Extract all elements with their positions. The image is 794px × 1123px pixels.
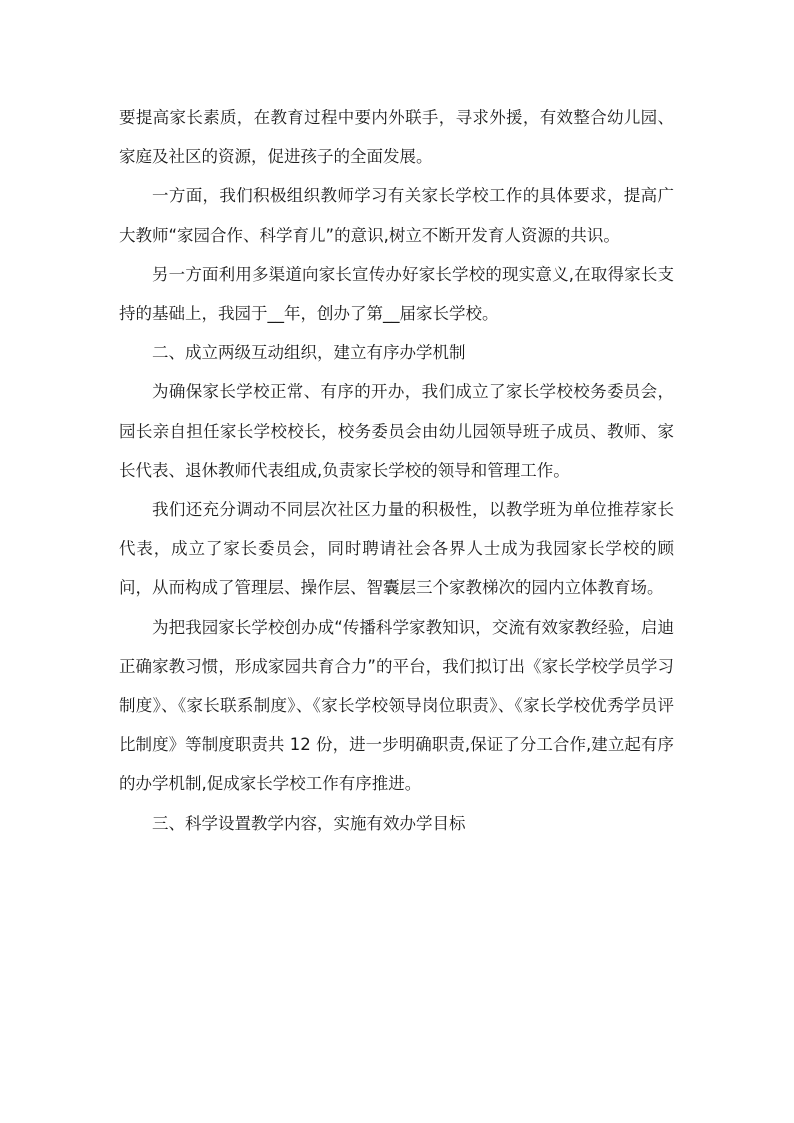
paragraph-5: 我们还充分调动不同层次社区力量的积极性，以教学班为单位推荐家长代表，成立了家长委员会，同时聘请社会各界人士成为我园家长学校的顾问，从而构成了管理层、操作层、智囊层三个家教梯次的园内立体教育场。 (119, 500, 674, 598)
section-heading-2: 二、成立两级互动组织，建立有序办学机制 (152, 343, 466, 363)
paragraph-4: 为确保家长学校正常、有序的开办，我们成立了家长学校校务委员会，园长亲自担任家长学校校长，校务委员会由幼儿园领导班子成员、教师、家长代表、退休教师代表组成,负责家长学校的领导和管理工作。 (119, 382, 674, 480)
paragraph-1: 要提高家长素质，在教育过程中要内外联手，寻求外援，有效整合幼儿园、家庭及社区的资源，促进孩子的全面发展。 (119, 108, 674, 167)
paragraph-6: 为把我园家长学校创办成“传播科学家教知识，交流有效家教经验，启迪正确家教习惯，形成家园共育合力”的平台，我们拟订出《家长学校学员学习制度》、《家长联系制度》、《家长学校领导岗位职责》、《家长学校优秀学员评比制度》等制度职责共 12 份，进一步明确职责,保证了分工合作,建立起有序的办学机制,促成家长学校工作有序推进。 (119, 617, 674, 794)
section-heading-3: 三、科学设置教学内容，实施有效办学目标 (152, 813, 466, 833)
document-body (119, 98, 674, 843)
paragraph-2: 一方面，我们积极组织教师学习有关家长学校工作的具体要求，提高广大教师“家园合作、科学育儿”的意识,树立不断开发育人资源的共识。 (119, 186, 674, 245)
paragraph-3: 另一方面利用多渠道向家长宣传办好家长学校的现实意义,在取得家长支持的基础上，我园于__年，创办了第__届家长学校。 (119, 264, 674, 324)
